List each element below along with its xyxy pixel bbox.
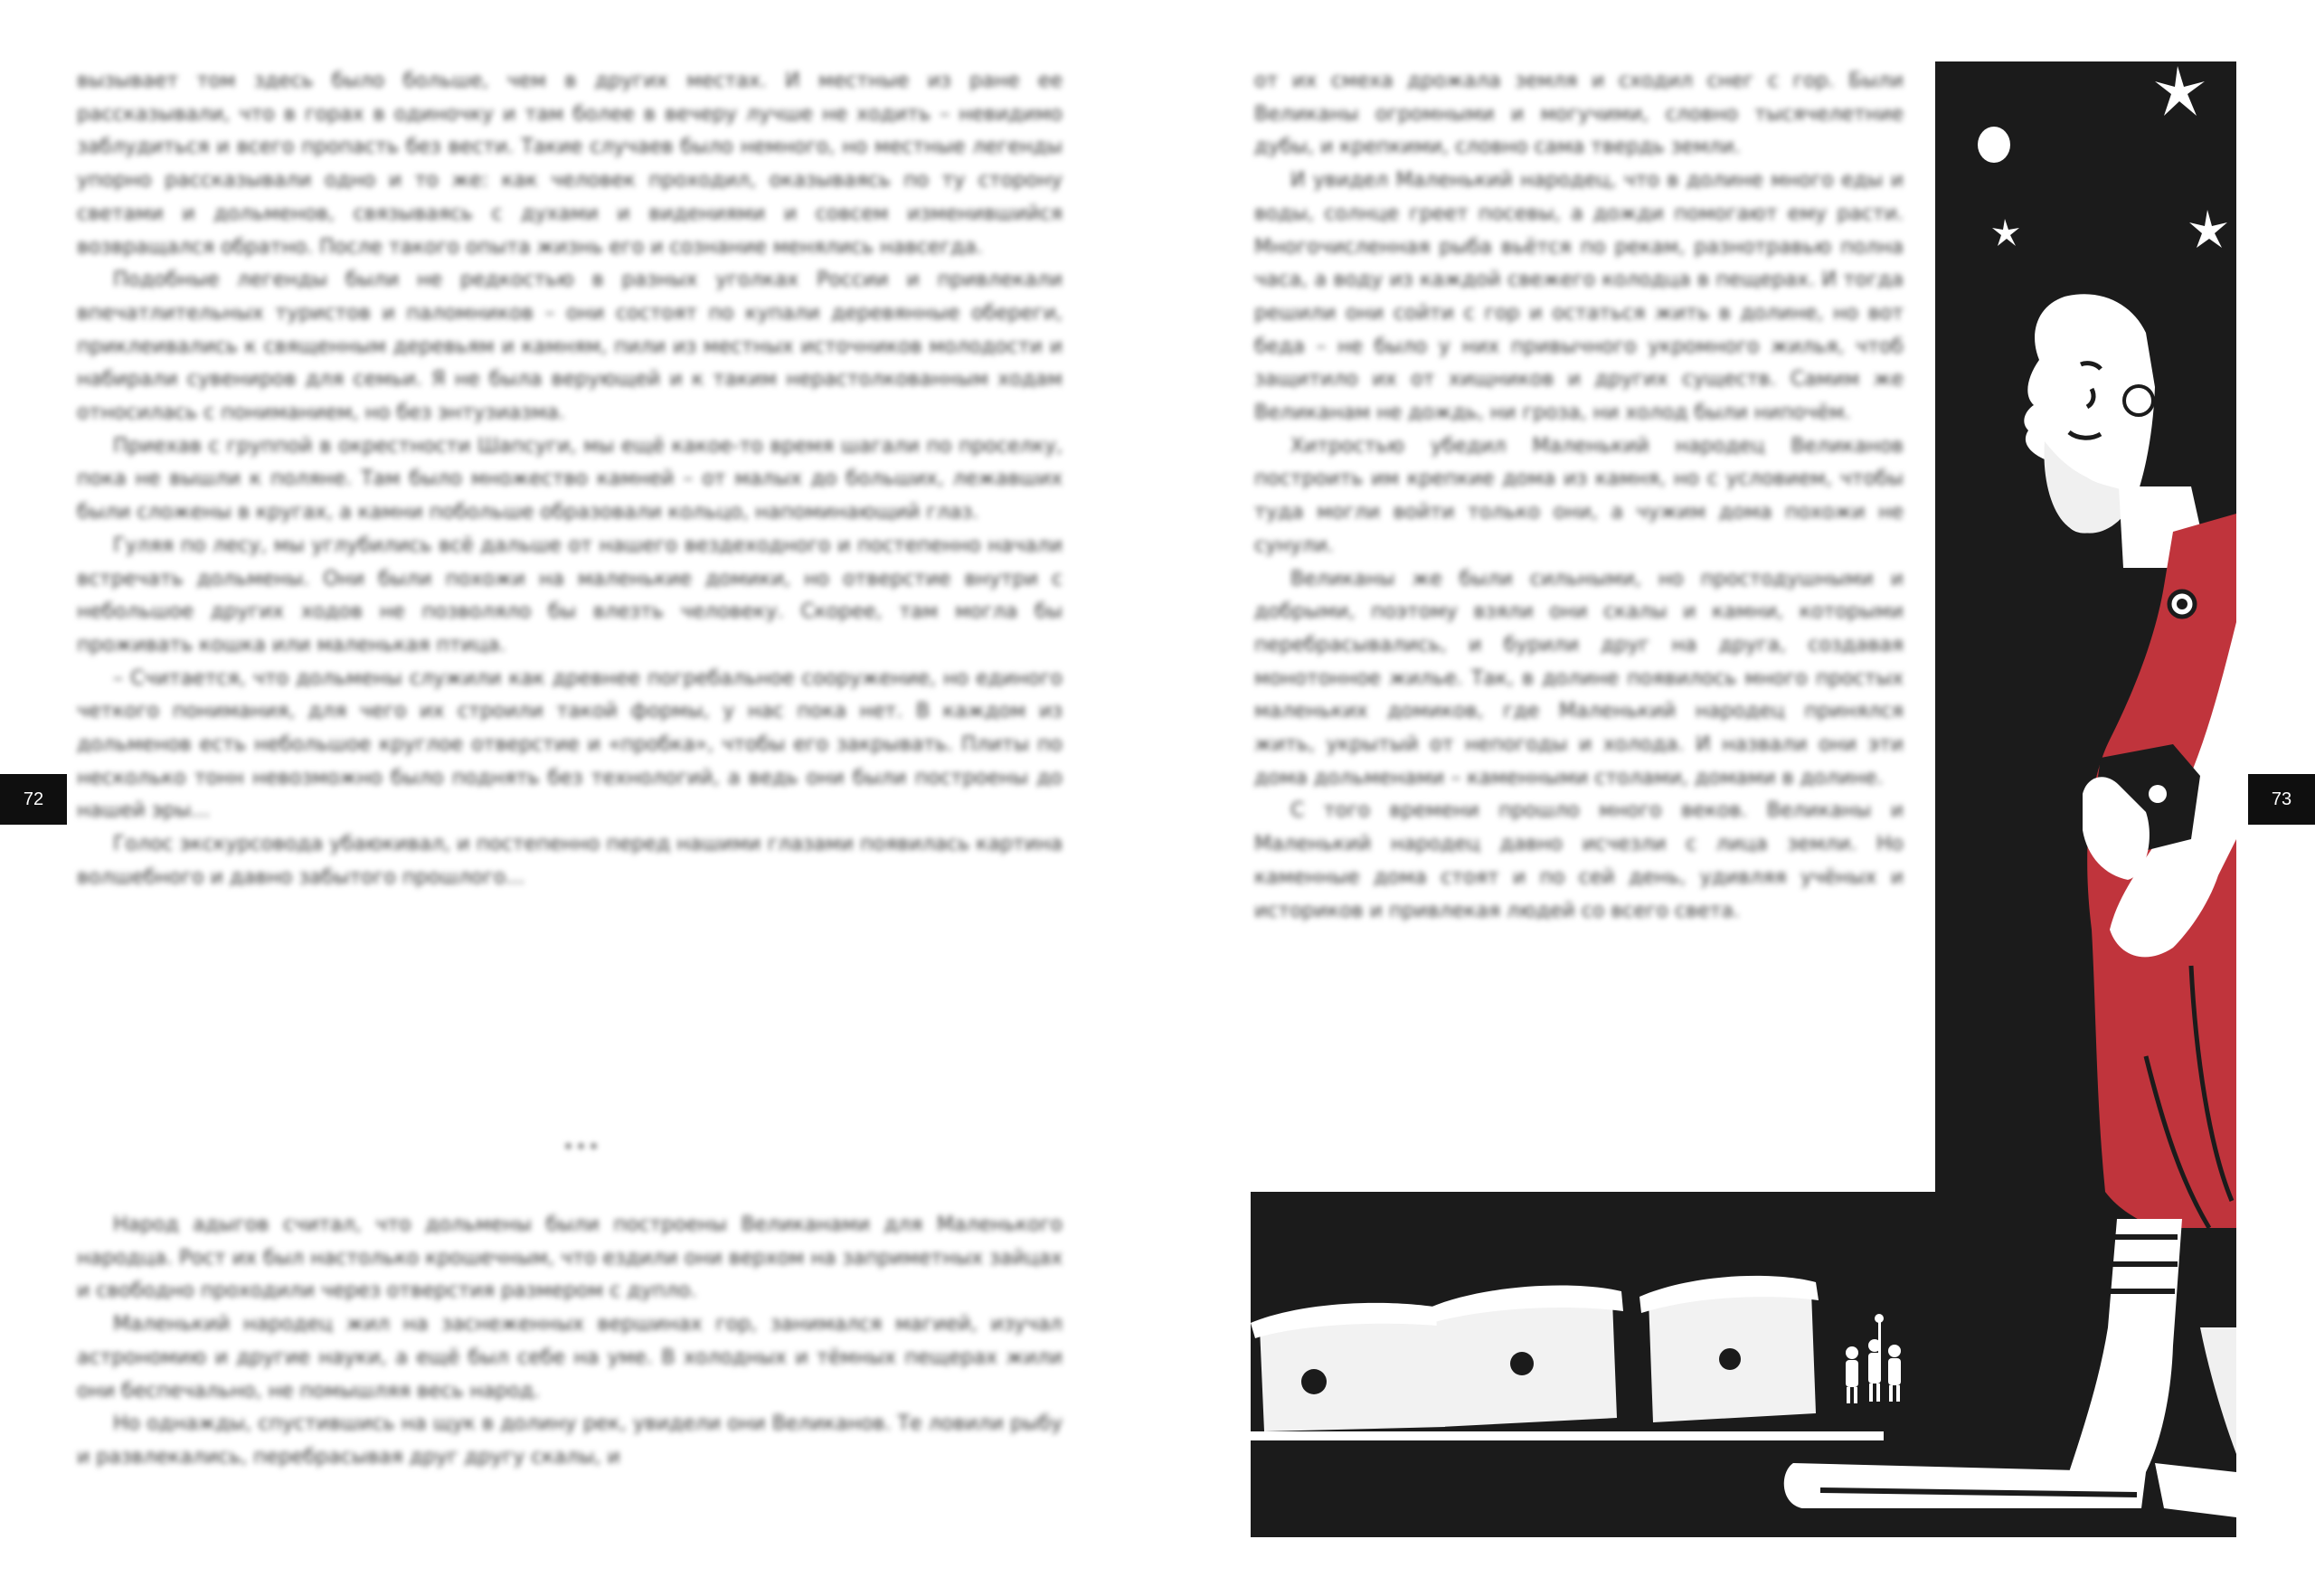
stone-hole	[2149, 785, 2167, 803]
section-separator: ***	[563, 1139, 601, 1162]
dolmen-hole	[1719, 1348, 1741, 1370]
page-number-left: 72	[0, 774, 67, 825]
dolmen-hole	[1301, 1369, 1327, 1394]
paragraph: С того времени прошло много веков. Великаны и Маленький народец давно исчезли с лица земли. Но каменные дома стоят и по сей день, удивляя учёных и историков и привлекая людей со всего света.	[1254, 799, 1904, 922]
giant-dolmen-illustration	[1251, 61, 2236, 1537]
paragraph: Приехав с группой в окрестности Шапсуги, мы ещё какое-то время шагали по проселку, пока не вышли к поляне. Там было множество камней – от малых до больших, лежавших были сложены в кругах, а камни побольше образовали кольцо, напоминающий глаз.	[77, 434, 1063, 524]
dolmen	[1260, 1314, 1445, 1431]
page-number-right: 73	[2248, 774, 2315, 825]
moon	[1978, 127, 2010, 163]
paragraph: Голос экскурсовода убаюкивал, и постепенно перед нашими глазами появилась картина волшебного и давно забытого прошлого...	[77, 833, 1063, 889]
paragraph: Маленький народец жил на заснеженных вершинах гор, занимался магией, изучал астрономию и другие науки, а ещё был себе на уме. В холодных и тёмных пещерах жили они беспечально, не помышляя весь народ.	[77, 1313, 1063, 1402]
paragraph: от их смеха дрожала земля и сходил снег с гор. Были Великаны огромными и могучими, словно тысячелетние дубы, и крепкими, словно сама твердь земли.	[1254, 70, 1904, 159]
paragraph: Великаны же были сильными, но простодушными и добрыми, поэтому взяли они скалы и камни, которыми перебрасывались, и бурили друг на друга, создавая монотонное жилье. Так, в долине появилось много простых маленьких домиков, где Маленький народец принялся жить, укрытый от непогоды и холода. И назвали они эти дома дольменами – каменными столами, домами в долине.	[1254, 567, 1904, 789]
illustration-svg	[1251, 61, 2236, 1537]
dolmen-hole	[1510, 1352, 1534, 1375]
paragraph: Гуляя по лесу, мы углубились всё дальше от нашего вездеходного и постепенно начали встречать дольмены. Они были похожи на маленькие домики, но отверстие внутри с небольшое других ходов не позволяло бы влезть человеку. Скорее, там могла бы проживать кошка или маленькая птица.	[77, 534, 1063, 656]
paragraph: – Считается, что дольмены служили как древнее погребальное сооружение, но единого четкого понимания, для чего их строили такой формы, у нас пока нет. В каждом из дольменов есть небольшое круглое отверстие и «пробка», чтобы его закрывать. Плиты по несколько тонн невозможно было поднять без технологий, а ведь они были построены до нашей эры...	[77, 666, 1063, 823]
paragraph: Подобные легенды были не редкостью в разных уголках России и привлекали впечатлительных туристов и паломников – они состоят по купали деревянные обереги, приклеивались к священным деревьям и камням, пили из местных источников молодости и набирали сувениров для семьи. Я не была верующей и к таким нерастолкованным ходам относилась с пониманием, но без энтузиазма.	[77, 269, 1063, 425]
left-text-column-top	[77, 65, 1063, 895]
left-text-column-bottom	[77, 1209, 1063, 1475]
giant-ear	[2124, 386, 2153, 415]
paragraph: Но однажды, спустившись на щук в долину рек, увидели они Великанов. Те ловили рыбу и развлекались, перебрасывая друг другу скалы, и	[77, 1412, 1063, 1469]
paragraph: вызывает том здесь было больше, чем в других местах. И местные из ране ее рассказывали, что в горах в одиночку и там более в вечеру лучше не ходить – невидимо заблудиться и всего пропасть без вести. Такие случаев было немного, но местные легенды упорно рассказывали одно и то же: как человек проходил, оказываясь по ту сторону светами и дольменов, связываясь с духами и видениями и совсем изменившийся возвращался обратно. После такого опыта жизнь его и сознание менялись навсегда.	[77, 70, 1063, 259]
paragraph: И увидел Маленький народец, что в долине много еды и воды, солнце греет посевы, а дожди помогают ему расти. Многочисленная рыба вьётся по рекам, разнотравью полна часа, а воду из каждой свежего колодца в пещерах. И тогда решили они сойти с гор и остаться жить в долине, но вот беда – не было у них привычного укромного жилья, чтоб защитило их от хищников и других существ. Самим же Великанам не дождь, ни гроза, ни холод были нипочём.	[1254, 169, 1904, 425]
paragraph: Народ адыгов считал, что дольмены были построены Великанами для Маленького народца. Рост их был настолько крошечным, что ездили они верхом на заприметных зайцах и свободно проходили через отверстия размером с дупло.	[77, 1214, 1063, 1303]
ground-strip	[1251, 1431, 1884, 1440]
paragraph: Хитростью убедил Маленький народец Великанов построить им крепкие дома из камня, но с условием, чтобы туда могли войти только они, а чужим дома похожи не сунули.	[1254, 434, 1904, 557]
